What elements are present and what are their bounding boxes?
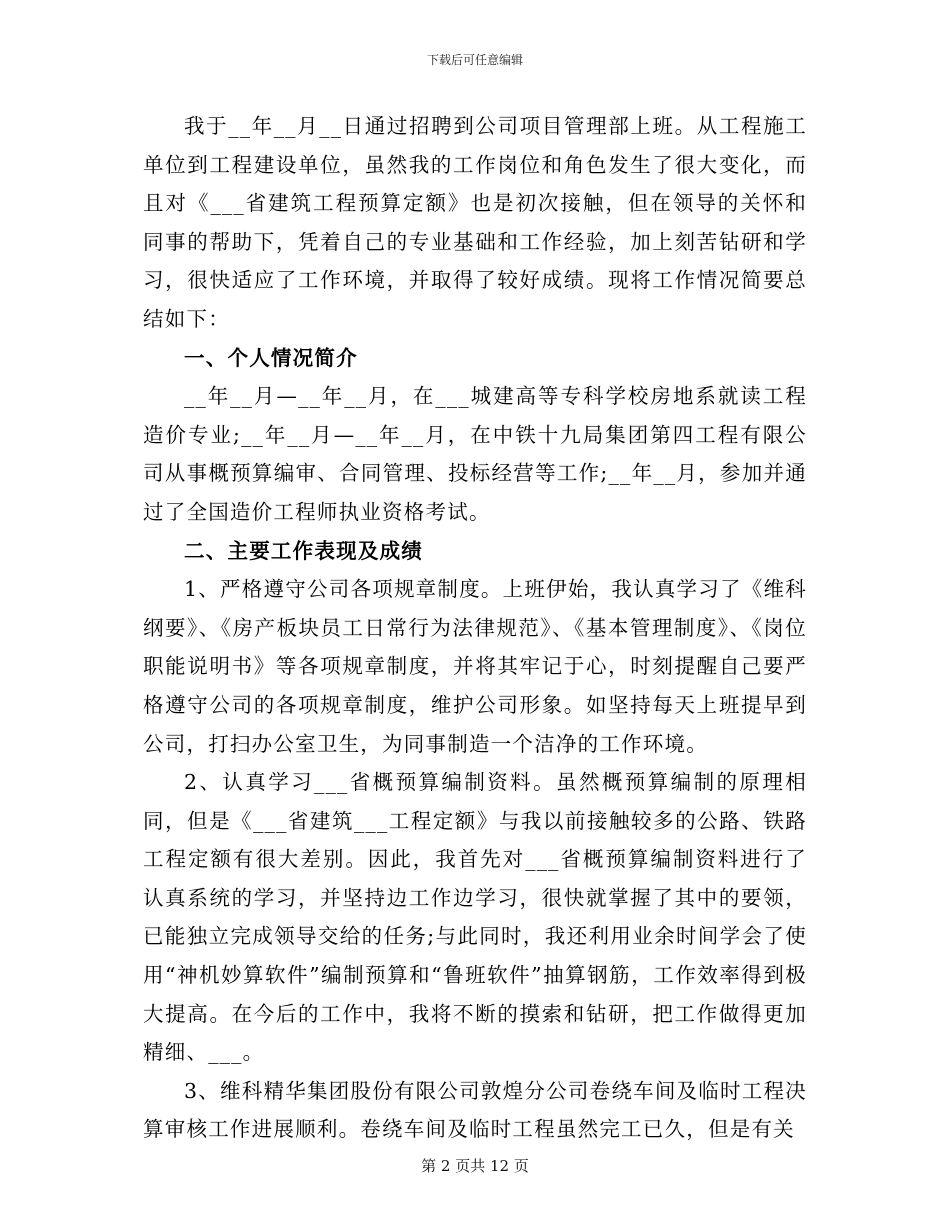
work-item-1-paragraph: 1、严格遵守公司各项规章制度。上班伊始，我认真学习了《维科纲要》、《房产板块员工日常行为法律规范》、《基本管理制度》、《岗位职能说明书》等各项规章制度，并将其牢记于心，时刻提醒自己要严格遵守公司的各项规章制度，维护公司形象。如坚持每天上班提早到公司，打扫办公室卫生，为同事制造一个洁净的工作环境。 <box>143 577 807 756</box>
section-heading-work-performance: 二、主要工作表现及成绩 <box>184 538 424 563</box>
page-header: 下载后可任意编辑 <box>426 53 523 67</box>
work-item-3-paragraph: 3、维科精华集团股份有限公司敦煌分公司卷绕车间及临时工程决算审核工作进展顺利。卷绕车间及临时工程虽然完工已久，但是有关 <box>143 1078 807 1142</box>
work-item-2-paragraph: 2、认真学习___省概预算编制资料。虽然概预算编制的原理相同，但是《___省建筑___工程定额》与我以前接触较多的公路、铁路工程定额有很大差别。因此，我首先对___省概预算编制资料进行了认真系统的学习，并坚持边工作边学习，很快就掌握了其中的要领，已能独立完成领导交给的任务;与此同时，我还利用业余时间学会了使用“神机妙算软件”编制预算和“鲁班软件”抽算钢筋，工作效率得到极大提高。在今后的工作中，我将不断的摸索和钻研，把工作做得更加精细、___。 <box>143 770 807 1065</box>
page-number-footer: 第 2 页共 12 页 <box>421 1157 529 1175</box>
document-body <box>143 107 807 1149</box>
personal-profile-paragraph: __年__月—__年__月，在___城建高等专科学校房地系就读工程造价专业;__年__月—__年__月，在中铁十九局集团第四工程有限公司从事概预算编审、合同管理、投标经营等工作;__年__月，参加并通过了全国造价工程师执业资格考试。 <box>143 384 807 524</box>
intro-paragraph: 我于__年__月__日通过招聘到公司项目管理部上班。从工程施工单位到工程建设单位，虽然我的工作岗位和角色发生了很大变化，而且对《___省建筑工程预算定额》也是初次接触，但在领导的关怀和同事的帮助下，凭着自己的专业基础和工作经验，加上刻苦钻研和学习，很快适应了工作环境，并取得了较好成绩。现将工作情况简要总结如下： <box>143 114 807 331</box>
section-heading-personal-profile: 一、个人情况简介 <box>184 345 358 370</box>
